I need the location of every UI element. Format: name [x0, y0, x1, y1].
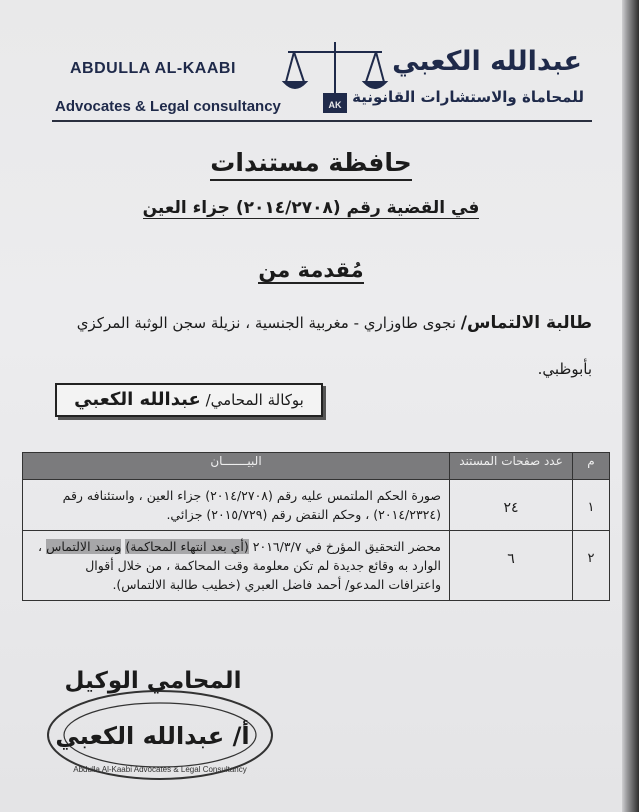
applicant-text: نجوى طاوزاري - مغربية الجنسية ، نزيلة سجن الوثبة المركزي بأبوظبي. [76, 314, 592, 378]
header-name-en: ABDULLA AL-KAABI [70, 60, 236, 77]
document-title: حافظة مستندات [0, 148, 622, 177]
header-name-ar: عبدالله الكعبي [392, 46, 582, 77]
stamp-text: Abdulla Al-Kaabi Advocates & Legal Consultancy [73, 765, 247, 774]
header-statement: البيـــــــان [23, 453, 450, 480]
header-subtitle-ar: للمحاماة والاستشارات القانونية [352, 88, 584, 106]
applicant-label: طالبة الالتماس/ [460, 313, 592, 333]
row-desc: صورة الحكم الملتمس عليه رقم (٢٠١٤/٢٧٠٨) جزاء العين ، واستئنافه رقم (٢٠١٤/٢٣٢٤) ، وحكم النقض رقم (٢٠١٥/٧٢٩) جزائي. [23, 480, 450, 531]
agent-box [55, 383, 323, 417]
scales-logo-icon [280, 38, 390, 116]
agent-name: عبدالله الكعبي [74, 389, 201, 410]
agent-label: بوكالة المحامي/ [205, 391, 304, 409]
row-desc-highlight: (أي بعد انتهاء المحاكمة) [125, 539, 249, 554]
header-subtitle-en: Advocates & Legal consultancy [55, 98, 281, 115]
row-num: ٢ [573, 531, 610, 601]
case-number-line: في القضية رقم (٢٠١٤/٢٧٠٨) جزاء العين [142, 198, 480, 218]
page-edge-shadow [622, 0, 639, 812]
table-header-row [23, 453, 610, 480]
row-num: ١ [573, 480, 610, 531]
row-pages: ٢٤ [450, 480, 573, 531]
logo-letters: AK [328, 100, 342, 110]
header-pages: عدد صفحات المستند [450, 453, 573, 480]
documents-table [22, 452, 610, 601]
signature-name: أ/ عبدالله الكعبي [55, 722, 250, 750]
applicant-paragraph [22, 300, 592, 392]
presented-by-heading: مُقدمة من [258, 258, 364, 282]
row-desc-part: محضر التحقيق المؤرخ في ٢٠١٦/٣/٧ [252, 539, 441, 554]
row-desc-highlight: وسند الالتماس [46, 539, 122, 554]
header-divider [52, 120, 592, 122]
table-row [23, 480, 610, 531]
signature-title: المحامي الوكيل [64, 668, 242, 694]
row-desc-part: ، الوارد به وقائع جديدة لم تكن معلومة وقت المحاكمة ، من خلال أقوال واعترافات المدعو/ أحمد فاضل العبري (خطيب طالبة الالتماس). [38, 539, 441, 592]
table-row [23, 531, 610, 601]
row-desc [23, 531, 450, 601]
row-pages: ٦ [450, 531, 573, 601]
header-num: م [573, 453, 610, 480]
